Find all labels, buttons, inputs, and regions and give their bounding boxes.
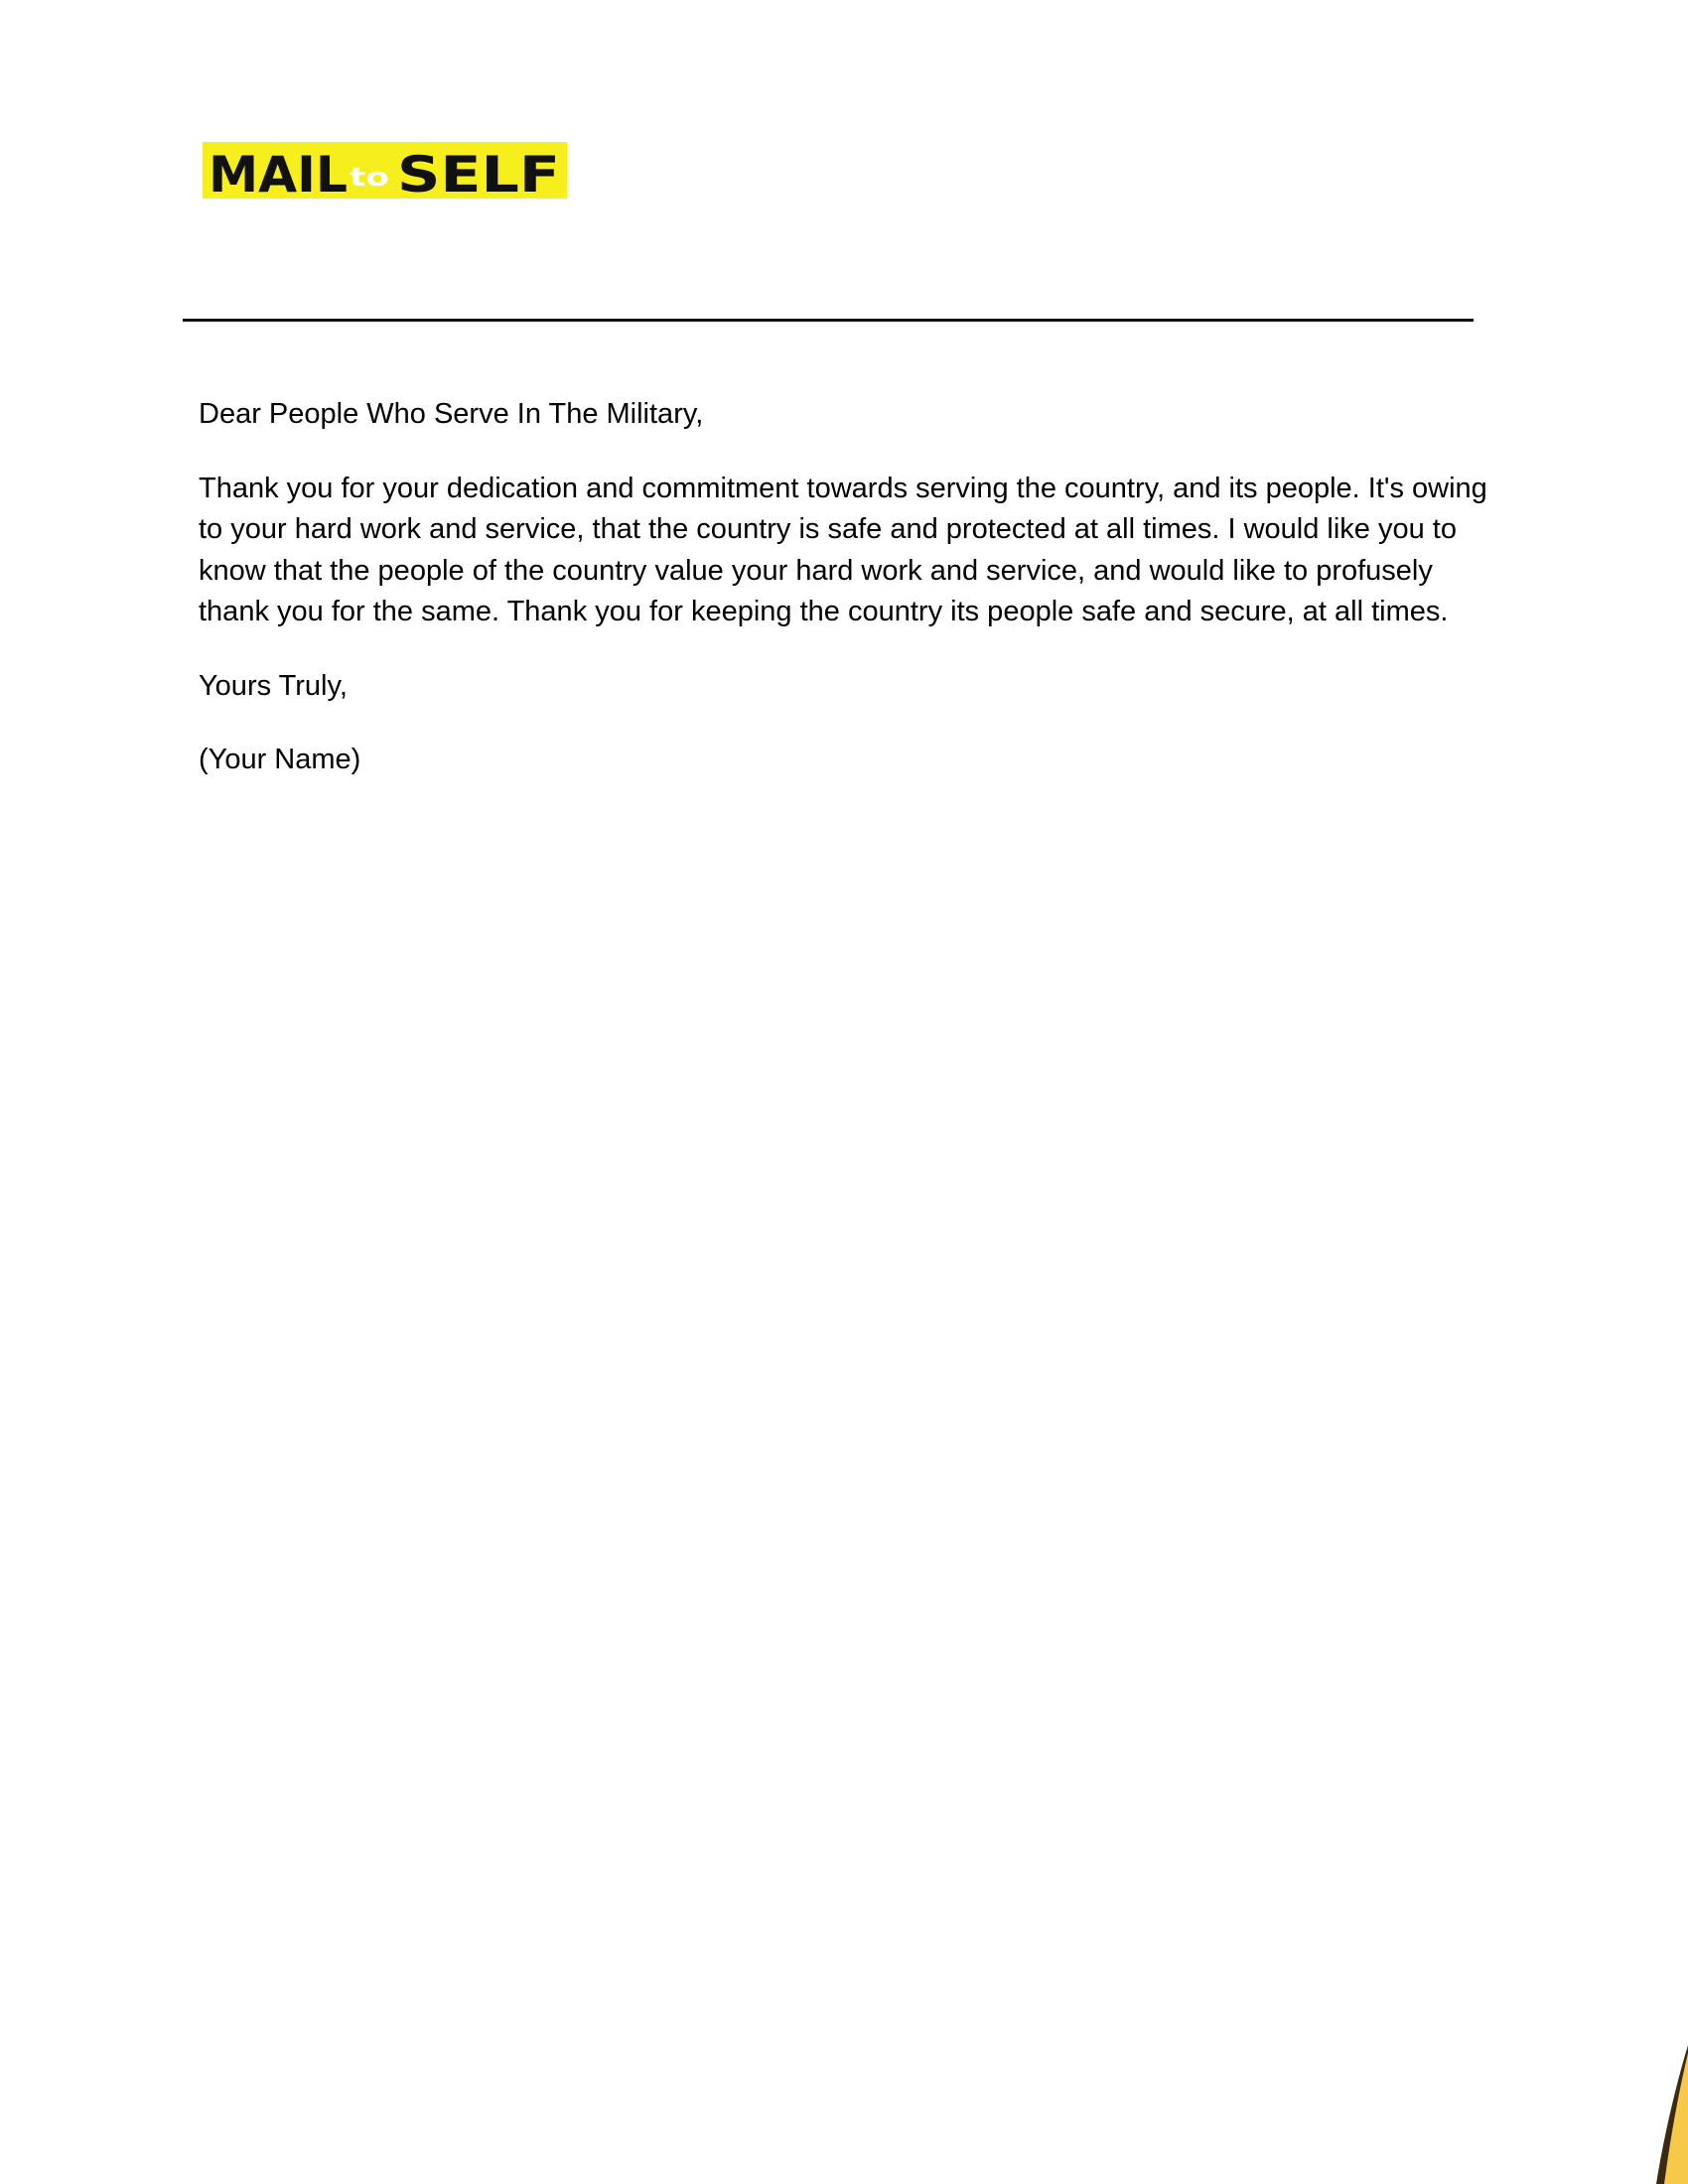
- letter-paragraph: Thank you for your dedication and commitment towards serving the country, and its people. It's owing to your hard work and service, that the country is safe and protected at all times. I would like you to know that the people of the country value your hard work and service, and would like to profusely thank you for the same. Thank you for keeping the country its people safe and secure, at all times.: [199, 472, 1487, 627]
- header-divider: [183, 319, 1474, 322]
- corner-decoration-fill: [1664, 2053, 1688, 2184]
- logo-mail-text: MAIL: [209, 146, 348, 199]
- letter-closing: Yours Truly,: [199, 669, 348, 702]
- letter-signature: (Your Name): [199, 744, 361, 775]
- logo-to-text: to: [350, 163, 389, 193]
- letter-body: [199, 394, 1489, 814]
- mail-to-self-logo: [203, 142, 567, 199]
- corner-decoration: [1628, 2045, 1688, 2184]
- letter-salutation: Dear People Who Serve In The Military,: [199, 398, 704, 430]
- logo-self-text: SELF: [397, 146, 560, 199]
